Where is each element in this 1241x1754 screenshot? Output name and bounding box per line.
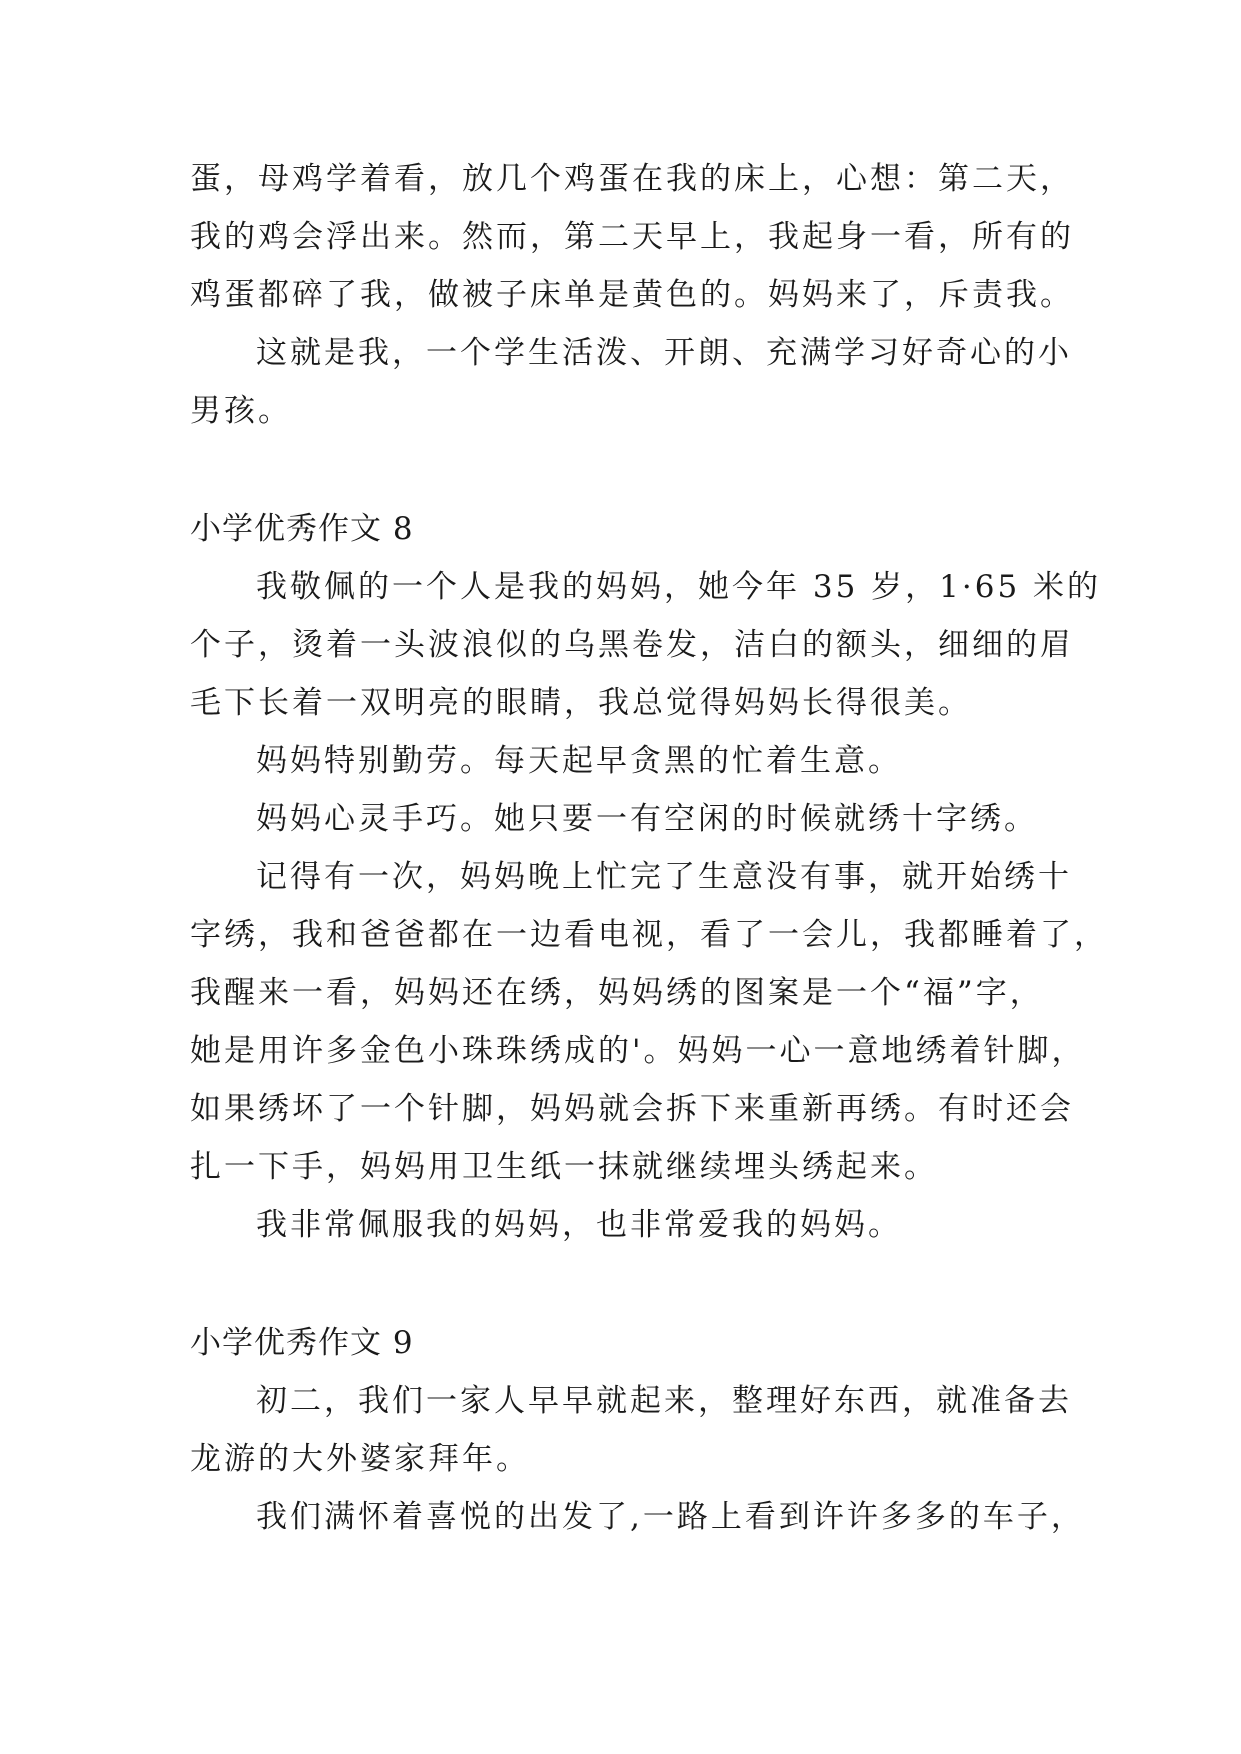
paragraph-line: 记得有一次，妈妈晚上忙完了生意没有事，就开始绣十 bbox=[256, 859, 1072, 895]
paragraph-line: 扎一下手，妈妈用卫生纸一抹就继续埋头绣起来。 bbox=[190, 1149, 938, 1185]
paragraph-line: 个子，烫着一头波浪似的乌黑卷发，洁白的额头，细细的眉 bbox=[190, 627, 1074, 663]
paragraph-line: 我们满怀着喜悦的出发了,一路上看到许许多多的车子， bbox=[256, 1499, 1085, 1535]
paragraph-line: 字绣，我和爸爸都在一边看电视，看了一会儿，我都睡着了， bbox=[190, 917, 1108, 953]
paragraph-line: 她是用许多金色小珠珠绣成的'。妈妈一心一意地绣着针脚， bbox=[190, 1033, 1086, 1069]
paragraph-line: 我非常佩服我的妈妈，也非常爱我的妈妈。 bbox=[256, 1207, 902, 1243]
paragraph-line: 这就是我，一个学生活泼、开朗、充满学习好奇心的小 bbox=[256, 335, 1072, 371]
paragraph-line: 我敬佩的一个人是我的妈妈，她今年 35 岁，1·65 米的 bbox=[256, 569, 1102, 605]
document-page bbox=[190, 150, 1108, 1546]
paragraph-line: 蛋，母鸡学着看，放几个鸡蛋在我的床上，心想：第二天， bbox=[190, 161, 1074, 197]
essay-heading: 小学优秀作文 8 bbox=[190, 511, 414, 547]
paragraph-line: 我醒来一看，妈妈还在绣，妈妈绣的图案是一个“福”字， bbox=[190, 975, 1044, 1011]
paragraph-line: 鸡蛋都碎了我，做被子床单是黄色的。妈妈来了，斥责我。 bbox=[190, 277, 1074, 313]
essay-9 bbox=[190, 1314, 1085, 1546]
paragraph-line: 初二，我们一家人早早就起来，整理好东西，就准备去 bbox=[256, 1383, 1072, 1419]
essay-8 bbox=[190, 500, 1108, 1254]
paragraph-line: 毛下长着一双明亮的眼睛，我总觉得妈妈长得很美。 bbox=[190, 685, 972, 721]
paragraph-line: 男孩。 bbox=[190, 393, 292, 429]
paragraph-line: 我的鸡会浮出来。然而，第二天早上，我起身一看，所有的 bbox=[190, 219, 1074, 255]
paragraph-line: 龙游的大外婆家拜年。 bbox=[190, 1441, 530, 1477]
paragraph-line: 如果绣坏了一个针脚，妈妈就会拆下来重新再绣。有时还会 bbox=[190, 1091, 1074, 1127]
essay-heading: 小学优秀作文 9 bbox=[190, 1325, 414, 1361]
essay-7-tail bbox=[190, 150, 1074, 440]
paragraph-line: 妈妈特别勤劳。每天起早贪黑的忙着生意。 bbox=[256, 743, 902, 779]
paragraph-line: 妈妈心灵手巧。她只要一有空闲的时候就绣十字绣。 bbox=[256, 801, 1038, 837]
